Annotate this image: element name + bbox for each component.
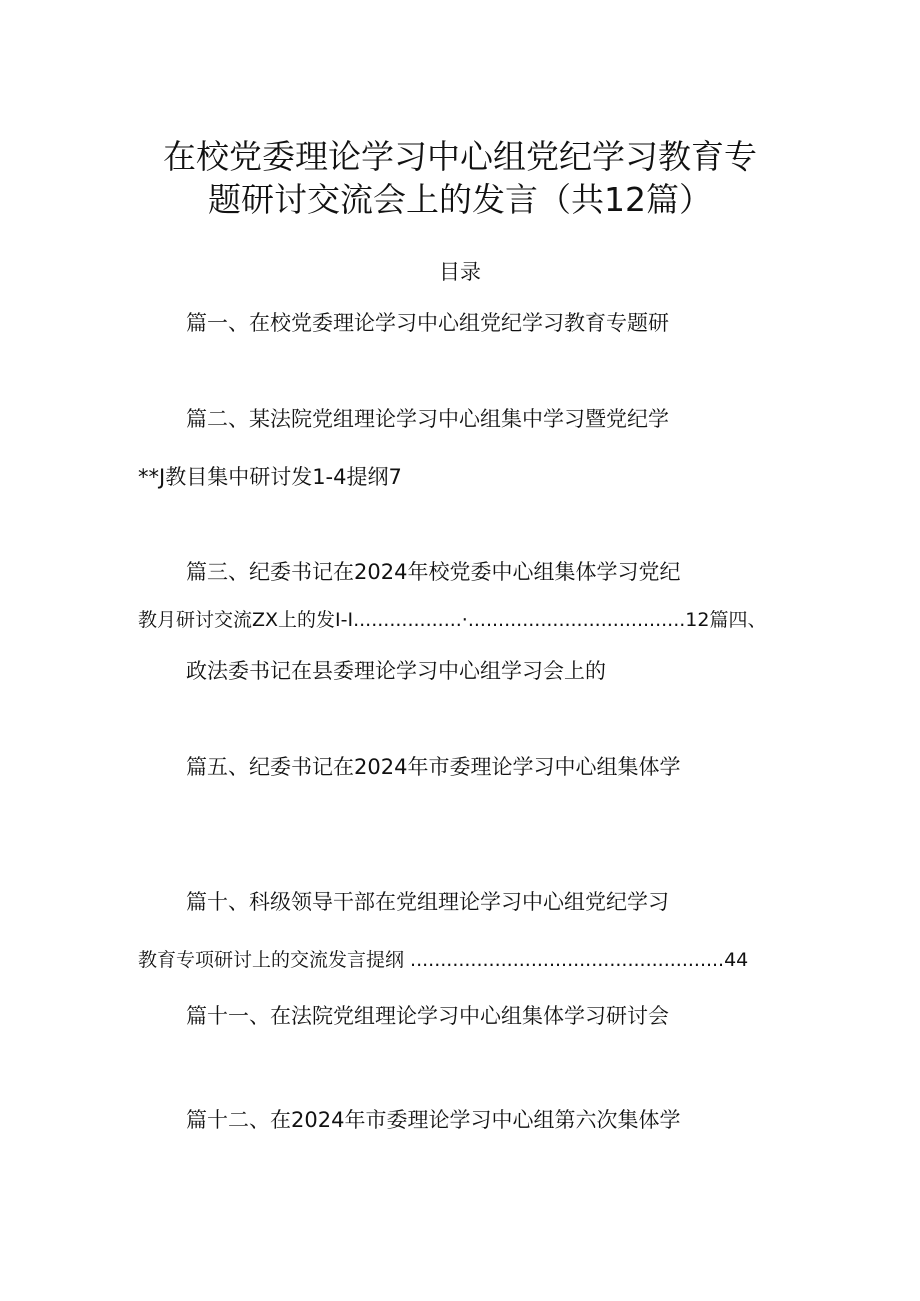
toc-entry-3-cont: 教月研讨交流ZX上的发I-I..................·....................................12篇四、: [138, 609, 767, 631]
toc-entry-2: 篇二、某法院党组理论学习中心组集中学习暨党纪学: [186, 407, 669, 431]
toc-entry-10: 篇十、科级领导干部在党组理论学习中心组党纪学习: [186, 890, 669, 914]
toc-entry-5: 篇五、纪委书记在2024年市委理论学习中心组集体学: [186, 755, 681, 779]
toc-entry-4-cont: 政法委书记在县委理论学习中心组学习会上的: [186, 659, 606, 683]
toc-entry-3: 篇三、纪委书记在2024年校党委中心组集体学习党纪: [186, 560, 681, 584]
toc-entry-1: 篇一、在校党委理论学习中心组党纪学习教育专题研: [186, 311, 669, 335]
toc-entry-2-cont: **J教目集中研讨发1-4提纲7: [138, 465, 402, 489]
document-title-line-1: 在校党委理论学习中心组党纪学习教育专: [163, 137, 757, 176]
toc-heading: 目录: [439, 260, 481, 284]
toc-entry-11: 篇十一、在法院党组理论学习中心组集体学习研讨会: [186, 1004, 669, 1028]
toc-entry-10-cont: 教育专项研讨上的交流发言提纲 ....................................................44: [138, 949, 749, 971]
document-title-line-2: 题研讨交流会上的发言（共12篇）: [208, 180, 712, 219]
toc-entry-12: 篇十二、在2024年市委理论学习中心组第六次集体学: [186, 1108, 681, 1132]
